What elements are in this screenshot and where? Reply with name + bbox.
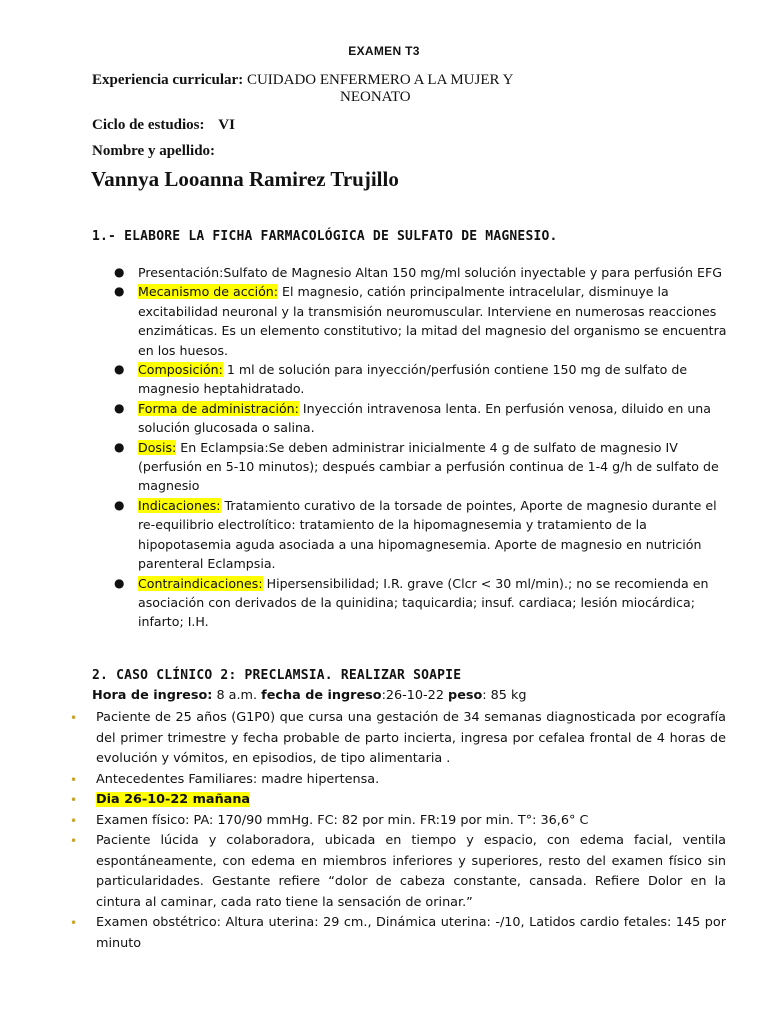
bullet-icon: ● xyxy=(114,439,125,454)
ciclo-value: VI xyxy=(218,117,235,133)
student-name: Vannya Looanna Ramirez Trujillo xyxy=(91,167,399,191)
ciclo-label: Ciclo de estudios: xyxy=(92,117,205,133)
ficha-item-label: Composición: xyxy=(138,362,223,378)
experiencia-line xyxy=(92,72,514,89)
bullet-icon: ● xyxy=(114,362,125,377)
bullet-icon: ● xyxy=(114,265,125,279)
bullet-icon: • xyxy=(70,711,78,725)
bullet-icon: • xyxy=(70,793,78,807)
ciclo-line xyxy=(92,117,235,134)
caso-item: • Examen físico: PA: 170/90 mmHg. FC: 82 por min. FR:19 por min. T°: 36,6° C xyxy=(70,811,726,832)
bullet-icon: • xyxy=(70,916,78,930)
fecha-label: fecha de ingreso xyxy=(261,688,382,703)
ficha-item: ● Indicaciones: Tratamiento curativo de la torsade de pointes, Aporte de magnesio durante el re-equilibrio electrolítico: tratamiento de la hipomagnesemia y tratamiento de la hipopotasemia aguda asociada a una hipomagnesemia. Aporte de magnesio en nutrición parenteral Eclampsia. xyxy=(114,497,717,572)
hora-label: Hora de ingreso: xyxy=(92,688,213,703)
bullet-icon: ● xyxy=(114,284,125,299)
bullet-icon: ● xyxy=(114,497,125,512)
nombre-label: Nombre y apellido: xyxy=(92,143,216,159)
caso-item: • Examen obstétrico: Altura uterina: 29 cm., Dinámica uterina: -/10, Latidos cardio fetales: 145 por minuto xyxy=(70,915,726,951)
fecha-value: :26-10-22 xyxy=(381,688,449,703)
hora-value: 8 a.m. xyxy=(212,688,262,703)
ficha-item-label: Dosis: xyxy=(138,439,177,455)
dia-highlight: Dia 26-10-22 mañana xyxy=(96,792,251,807)
ficha-item: ● Composición: 1 ml de solución para inyección/perfusión contiene 150 mg de sulfato de magnesio heptahidratado. xyxy=(114,362,688,397)
ficha-item-label: Indicaciones: xyxy=(138,497,221,513)
bullet-icon: ● xyxy=(114,400,125,415)
experiencia-value: CUIDADO ENFERMERO A LA MUJER Y xyxy=(246,72,514,88)
bullet-icon: • xyxy=(70,772,78,787)
ficha-item: ● Dosis: En Eclampsia:Se deben administrar inicialmente 4 g de sulfato de magnesio IV (perfusión en 5-10 minutos); después cambiar a perfusión continua de 1-4 g/h de sulfato de magnesio xyxy=(114,439,719,494)
ficha-list xyxy=(112,263,727,632)
peso-label: peso xyxy=(448,688,483,703)
caso-item xyxy=(70,790,726,811)
caso-item: • Antecedentes Familiares: madre hipertensa. xyxy=(70,770,726,791)
experiencia-value-cont: NEONATO xyxy=(340,89,411,105)
question2-heading: 2. CASO CLÍNICO 2: PRECLAMSIA. REALIZAR SOAPIE xyxy=(92,668,462,683)
bullet-icon: • xyxy=(70,834,78,848)
exam-title: EXAMEN T3 xyxy=(348,44,420,58)
experiencia-label: Experiencia curricular: xyxy=(92,72,244,88)
caso-item: • Paciente de 25 años (G1P0) que cursa una gestación de 34 semanas diagnosticada por ecografía del primer trimestre y fecha probable de parto incierta, ingresa por cefalea frontal de 4 horas de evolución y vómitos, en episodios, de tipo alimentaria . xyxy=(70,710,726,766)
caso-item: • Paciente lúcida y colaboradora, ubicada en tiempo y espacio, con edema facial, ventila espontáneamente, con edema en miembros inferiores y superiores, resto del examen físico sin particularidades. Gestante refiere “dolor de cabeza constante, cansada. Refiere Dolor en la cintura al caminar, cada rato tiene la sensación de orinar.” xyxy=(70,833,726,910)
ficha-item-label: Contraindicaciones: xyxy=(138,575,263,591)
ficha-item: ● Forma de administración: Inyección intravenosa lenta. En perfusión venosa, diluido en una solución glucosada o salina. xyxy=(114,400,712,436)
ficha-item: ● Contraindicaciones: Hipersensibilidad; I.R. grave (Clcr < 30 ml/min).; no se recomienda en asociación con derivados de la quinidina; taquicardia; insuf. cardiaca; lesión miocárdica; infarto; I.H. xyxy=(114,575,709,630)
peso-value: : 85 kg xyxy=(482,688,527,703)
bullet-icon: ● xyxy=(114,575,125,590)
ficha-item: ● Presentación:Sulfato de Magnesio Altan 150 mg/ml solución inyectable y para perfusión EFG xyxy=(112,263,727,282)
ficha-item: ● Mecanismo de acción: El magnesio, catión principalmente intracelular, disminuye la excitabilidad neuronal y la transmisión neuromuscular. Interviene en numerosas reacciones enzimáticas. Es un elemento constitutivo; la mitad del magnesio del organismo se encuentra en los huesos. xyxy=(114,284,727,358)
caso-list xyxy=(70,708,726,954)
ficha-item-label: Forma de administración: xyxy=(138,400,299,416)
ingreso-line xyxy=(92,688,527,703)
question1-heading: 1.- ELABORE LA FICHA FARMACOLÓGICA DE SULFATO DE MAGNESIO. xyxy=(92,229,558,244)
bullet-icon: • xyxy=(70,813,78,828)
ficha-item-label: Mecanismo de acción: xyxy=(138,284,279,300)
